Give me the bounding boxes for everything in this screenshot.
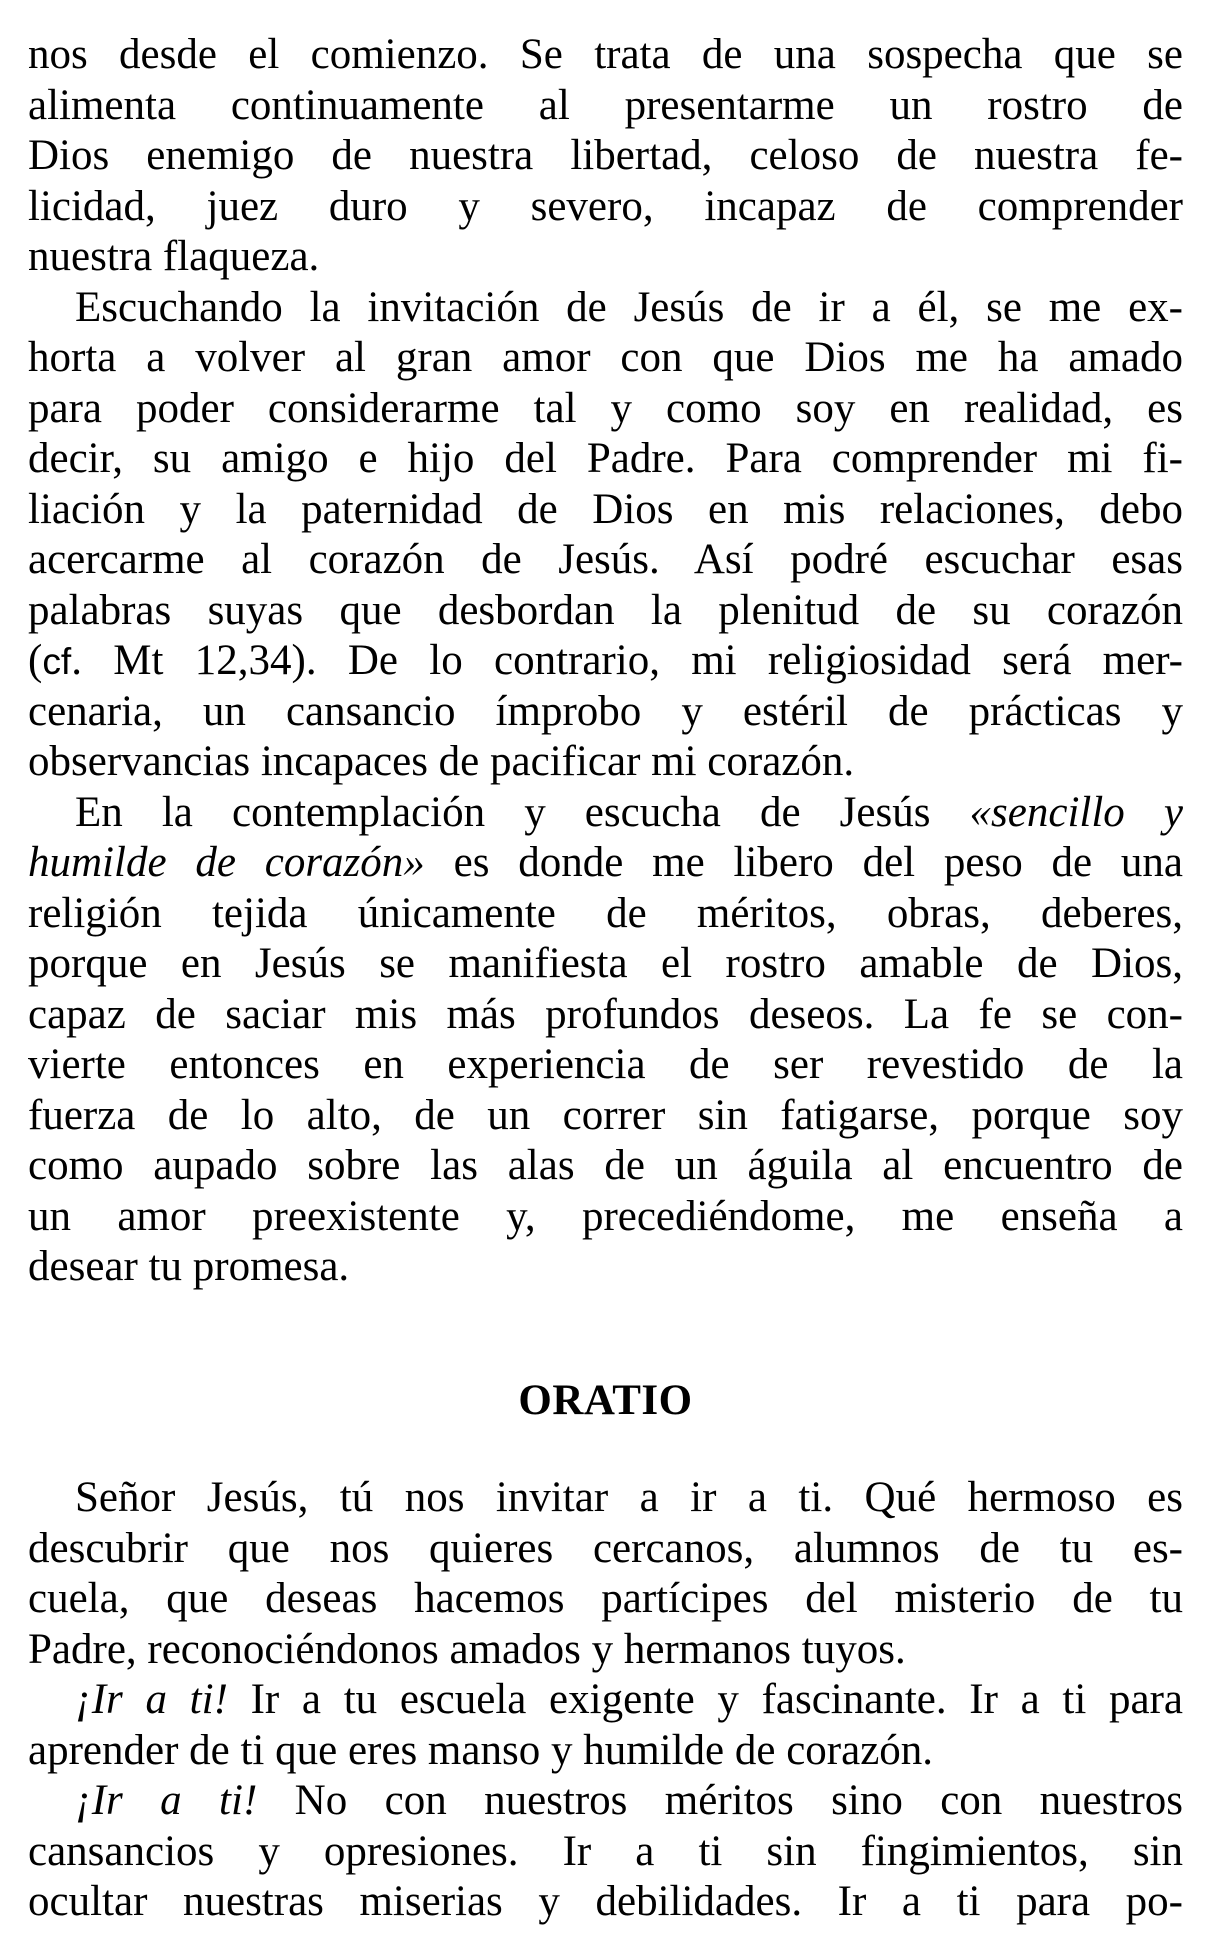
paragraph: [28, 1675, 1183, 1776]
text-run: horta a volver al gran amor con que Dios me ha amado: [28, 334, 1183, 381]
text-line: [28, 1726, 1183, 1777]
text-run: porque en Jesús se manifiesta el rostro amable de Dios,: [28, 940, 1183, 987]
text-run: acercarme al corazón de Jesús. Así podré escuchar esas: [28, 536, 1183, 583]
text-run: . Mt 12,34). De lo contrario, mi religiosidad será mer-: [71, 637, 1183, 684]
text-run: cansancios y opresiones. Ir a ti sin fingimientos, sin: [28, 1827, 1183, 1875]
text-line: [28, 333, 1183, 384]
text-line: [28, 1192, 1183, 1243]
text-run: capaz de saciar mis más profundos deseos. La fe se con-: [28, 990, 1183, 1038]
text-line: [28, 1877, 1183, 1928]
text-run: Padre, reconociéndonos amados y hermanos tuyos.: [28, 1625, 906, 1673]
text-line: [28, 81, 1183, 132]
text-run: licidad, juez duro y severo, incapaz de comprender: [28, 182, 1183, 230]
text-line: [28, 1141, 1183, 1192]
text-run: cenaria, un cansancio ímprobo y estéril de prácticas y: [28, 687, 1183, 735]
text-line: [28, 889, 1183, 940]
emphasis-text: humilde de corazón»: [28, 839, 425, 886]
text-run: cuela, que deseas hacemos partícipes del misterio de tu: [28, 1575, 1183, 1622]
text-run: Dios enemigo de nuestra libertad, celoso de nuestra fe-: [28, 132, 1183, 179]
text-run: vierte entonces en experiencia de ser revestido de la: [28, 1041, 1183, 1088]
text-line: [28, 131, 1183, 182]
text-run: alimenta continuamente al presentarme un rostro de: [28, 81, 1183, 129]
text-run: decir, su amigo e hijo del Padre. Para comprender mi fi-: [28, 435, 1183, 482]
text-line: [28, 1040, 1183, 1091]
text-run: es donde me libero del peso de una: [424, 839, 1183, 886]
paragraph: [28, 1776, 1183, 1928]
text-line: [28, 1242, 1183, 1293]
text-line: [28, 232, 1183, 283]
text-run: fuerza de lo alto, de un correr sin fatigarse, porque soy: [28, 1091, 1183, 1139]
text-line: [28, 1625, 1183, 1676]
text-run: En la contemplación y escucha de Jesús: [75, 788, 970, 836]
text-line: [28, 30, 1183, 81]
text-line: [28, 1827, 1183, 1878]
text-run: religión tejida únicamente de méritos, obras, deberes,: [28, 889, 1183, 937]
text-line: [28, 788, 1183, 839]
paragraph: [28, 788, 1183, 1293]
text-run: palabras suyas que desbordan la plenitud de su corazón: [28, 586, 1183, 634]
text-line: [28, 1776, 1183, 1827]
text-line: [28, 838, 1183, 889]
text-line: [28, 1091, 1183, 1142]
text-line: [28, 939, 1183, 990]
paragraph: [28, 1473, 1183, 1675]
text-run: nuestra flaqueza.: [28, 233, 320, 280]
text-run: para poder considerarme tal y como soy en realidad, es: [28, 384, 1183, 432]
text-run: nos desde el comienzo. Se trata de una sospecha que se: [28, 31, 1183, 78]
section-heading: ORATIO: [518, 1376, 693, 1424]
text-line: [28, 485, 1183, 536]
text-line: [28, 636, 1183, 687]
text-run: Señor Jesús, tú nos invitar a ir a ti. Qué hermoso es: [75, 1474, 1183, 1521]
text-line: [28, 182, 1183, 233]
text-line: [28, 1473, 1183, 1524]
text-line: [28, 1675, 1183, 1726]
text-run: Ir a tu escuela exigente y fascinante. Ir a ti para: [227, 1676, 1183, 1723]
text-run: aprender de ti que eres manso y humilde de corazón.: [28, 1726, 934, 1774]
text-line: [28, 283, 1183, 334]
text-run: descubrir que nos quieres cercanos, alumnos de tu es-: [28, 1524, 1183, 1572]
text-line: [28, 384, 1183, 435]
emphasis-text: ¡Ir a ti!: [75, 1676, 228, 1723]
text-run: como aupado sobre las alas de un águila al encuentro de: [28, 1142, 1183, 1189]
text-run: (: [28, 637, 43, 684]
abbreviation-cf: cf: [42, 640, 72, 682]
text-run: observancias incapaces de pacificar mi corazón.: [28, 738, 855, 785]
text-line: [28, 1574, 1183, 1625]
emphasis-text: «sencillo y: [969, 788, 1183, 836]
text-run: No con nuestros méritos sino con nuestros: [257, 1777, 1183, 1824]
text-line: [28, 990, 1183, 1041]
text-run: un amor preexistente y, precediéndome, me enseña a: [28, 1192, 1183, 1240]
text-run: ocultar nuestras miserias y debilidades. Ir a ti para po-: [28, 1878, 1183, 1925]
text-line: [28, 586, 1183, 637]
text-run: desear tu promesa.: [28, 1243, 350, 1290]
paragraph: [28, 283, 1183, 788]
paragraph: [28, 30, 1183, 283]
text-run: liación y la paternidad de Dios en mis relaciones, debo: [28, 485, 1183, 533]
text-line: [28, 737, 1183, 788]
text-line: [28, 434, 1183, 485]
text-line: [28, 535, 1183, 586]
page-text: [28, 30, 1183, 1928]
text-line: [28, 687, 1183, 738]
emphasis-text: ¡Ir a ti!: [75, 1777, 258, 1824]
text-run: Escuchando la invitación de Jesús de ir a él, se me ex-: [75, 283, 1183, 331]
text-line: [28, 1524, 1183, 1575]
